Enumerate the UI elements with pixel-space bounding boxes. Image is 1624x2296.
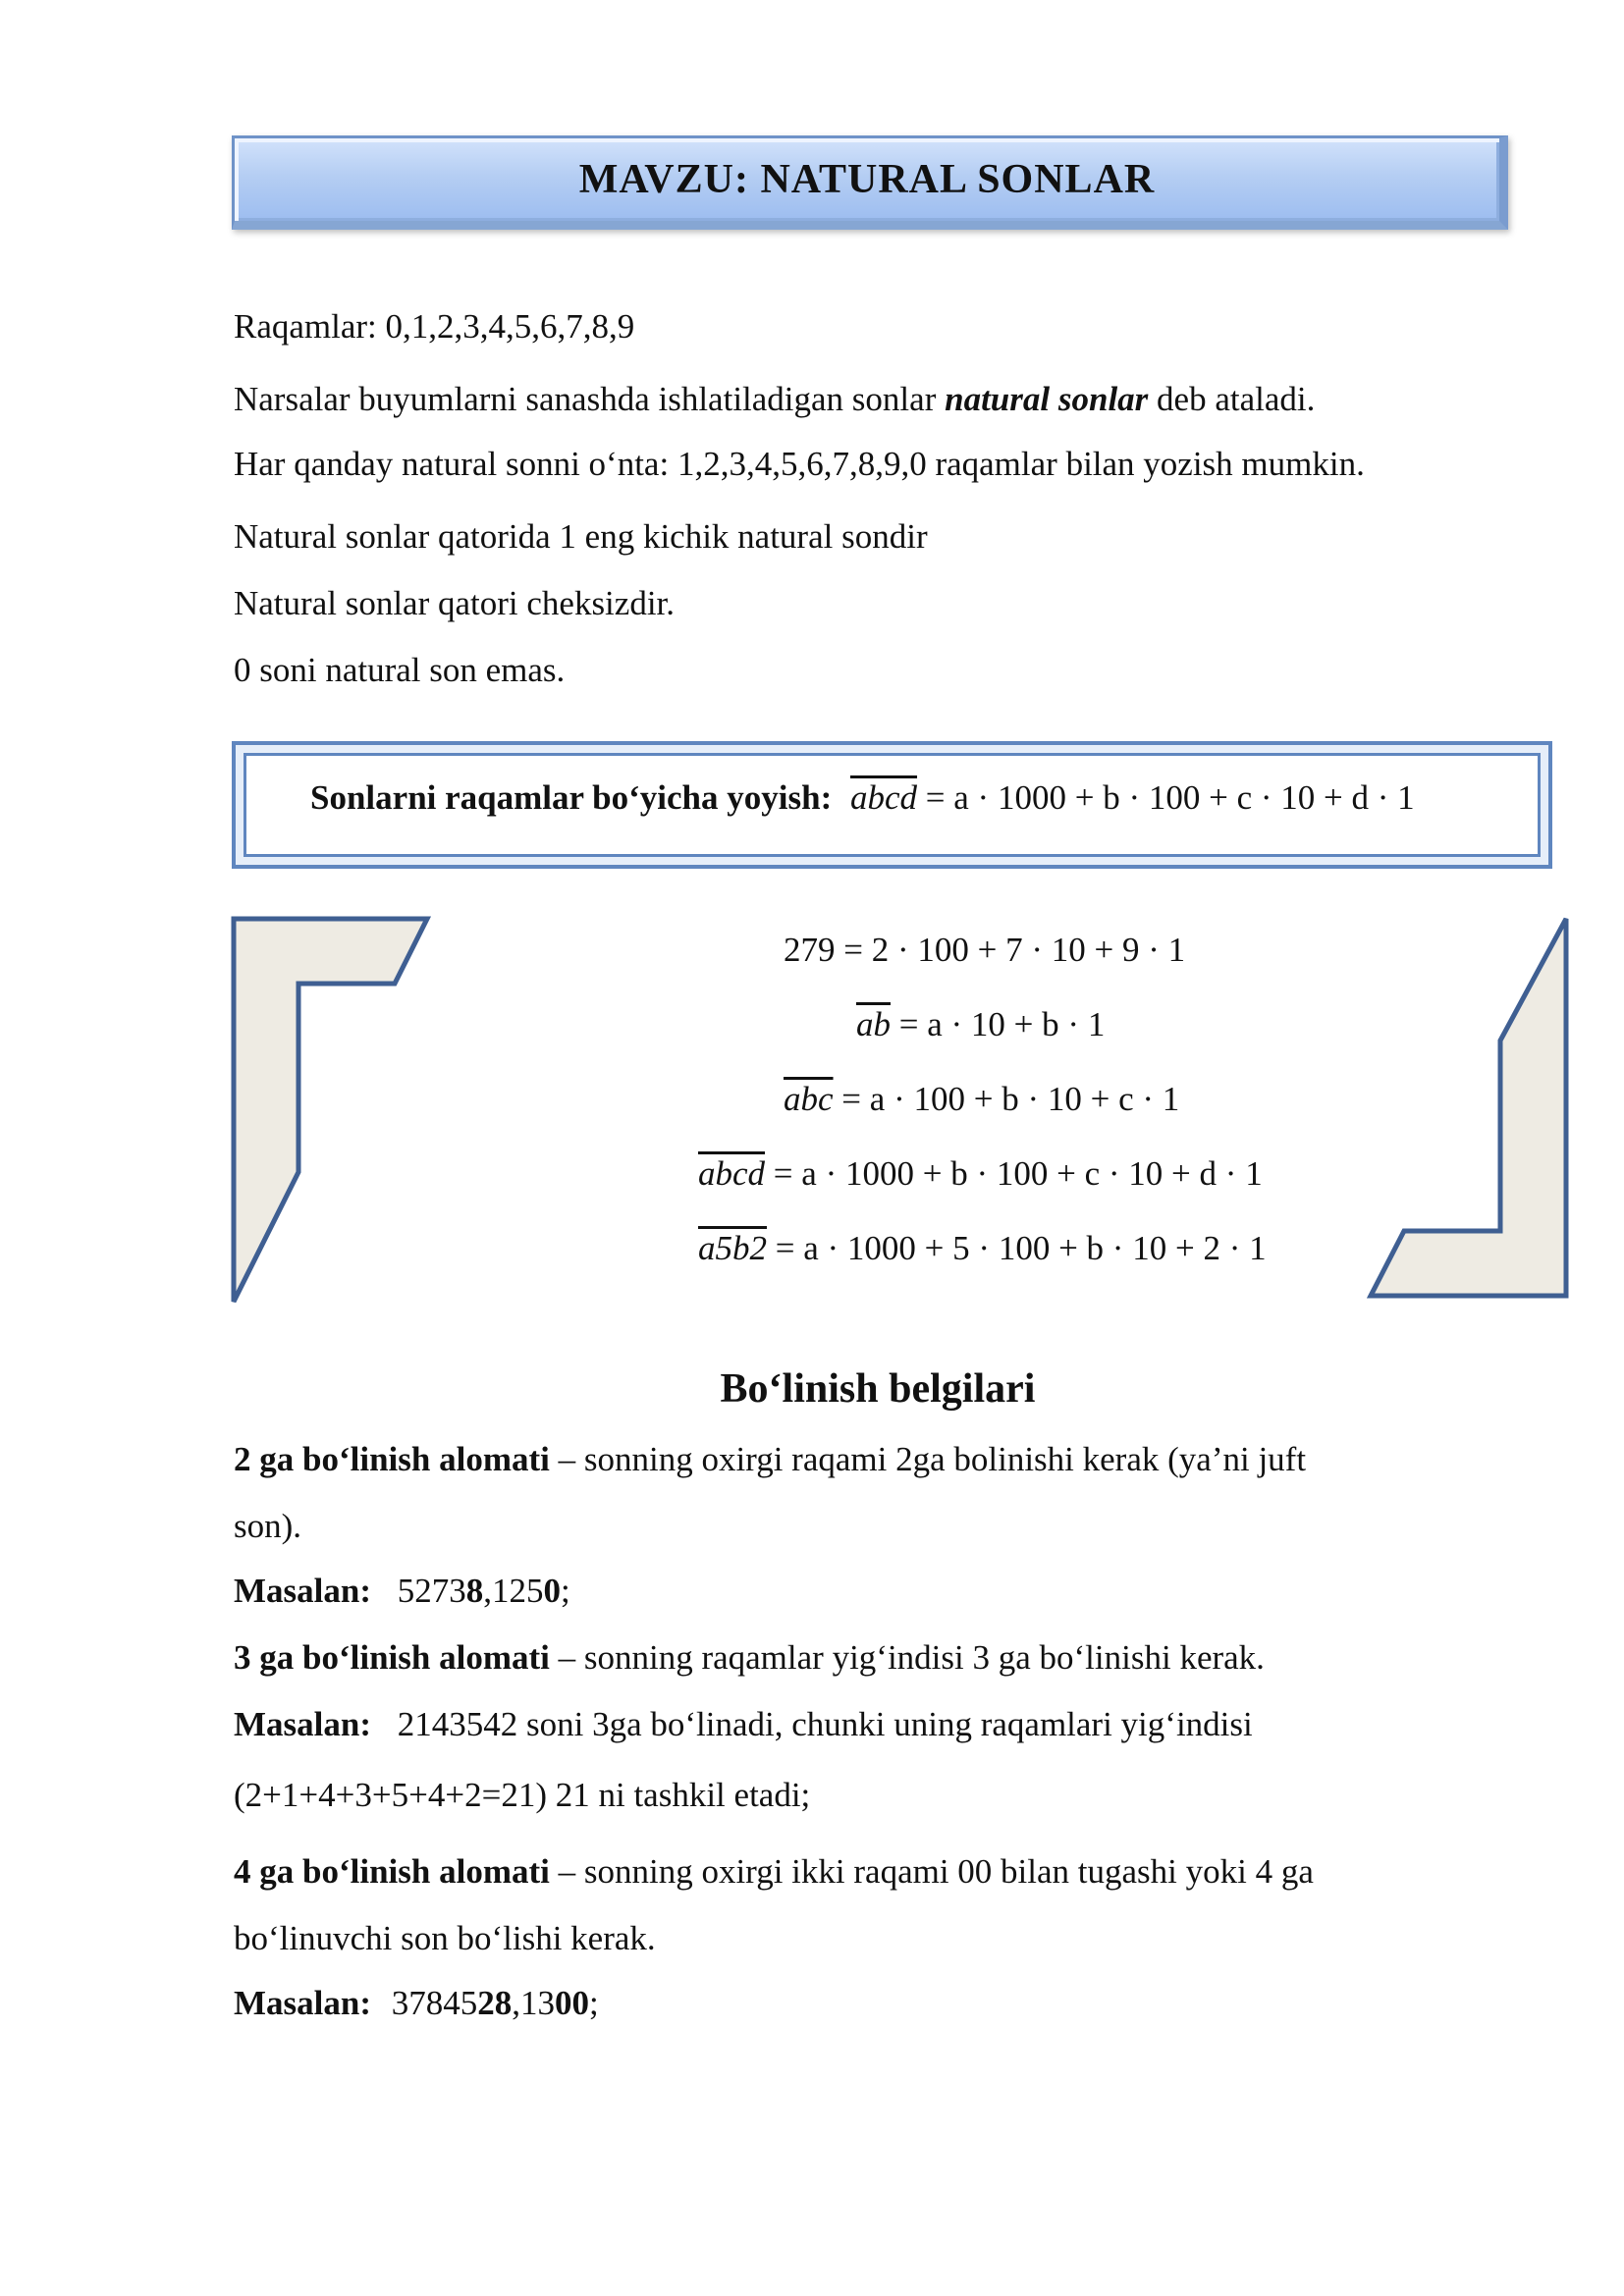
rule-3-line	[234, 1637, 1265, 1679]
definition-text: Narsalar buyumlarni sanashda ishlatiladigan sonlar	[234, 380, 946, 418]
example-1-num-b: ,125	[483, 1572, 544, 1610]
writing-text: Har qanday natural sonni o‘nta:	[234, 445, 677, 483]
example-3-label: Masalan:	[234, 1984, 371, 2022]
writing-line	[234, 444, 1365, 485]
equation-abcd-lhs: abcd	[698, 1154, 766, 1193]
example-3-num-a: 37845	[391, 1984, 478, 2022]
rule-2-text: – sonning oxirgi raqami 2ga bolinishi kerak (ya’ni juft	[549, 1440, 1307, 1478]
example-2-sum: (2+1+4+3+5+4+2=21)	[234, 1776, 547, 1814]
right-corner-bracket	[1365, 913, 1581, 1306]
example-3-num-b-bold: 00	[555, 1984, 589, 2022]
smallest-natural-line: Natural sonlar qatorida 1 eng kichik natural sondir	[234, 517, 928, 556]
digits-label: Raqamlar:	[234, 307, 377, 346]
equation-a5b2	[698, 1229, 1267, 1268]
rule-4-line-cont: bo‘linuvchi son bo‘lishi kerak.	[234, 1919, 656, 1957]
writing-text-end: raqamlar bilan yozish mumkin.	[926, 445, 1365, 483]
equation-a5b2-rhs: = a · 1000 + 5 · 100 + b · 10 + 2 · 1	[775, 1229, 1267, 1267]
example-1-end: ;	[561, 1572, 570, 1610]
equation-a5b2-lhs: a5b2	[698, 1229, 767, 1267]
expansion-label: Sonlarni raqamlar bo‘yicha yoyish:	[310, 778, 833, 817]
rule-2-line	[234, 1439, 1306, 1480]
infinite-line: Natural sonlar qatori cheksizdir.	[234, 584, 676, 622]
digits-line	[234, 306, 634, 347]
expansion-lhs: abcd	[849, 778, 918, 817]
example-equation-279: 279 = 2 · 100 + 7 · 10 + 9 · 1	[784, 931, 1186, 969]
example-2-line-cont	[234, 1775, 810, 1816]
example-2-line	[234, 1704, 1253, 1745]
rule-4-heading: 4 ga bo‘linish alomati	[234, 1852, 550, 1891]
definition-term: natural sonlar	[945, 380, 1149, 418]
equation-abcd	[698, 1154, 1263, 1194]
example-1-num-a-bold: 8	[465, 1572, 484, 1610]
example-1-num-b-bold: 0	[543, 1572, 561, 1610]
expansion-formula-line	[310, 777, 1415, 819]
digits-value: 0,1,2,3,4,5,6,7,8,9	[385, 307, 635, 346]
definition-text-end: deb ataladi.	[1148, 380, 1316, 418]
left-corner-bracket	[226, 913, 442, 1306]
page-title: MAVZU: NATURAL SONLAR	[578, 157, 1156, 202]
expansion-rhs: = a · 1000 + b · 100 + c · 10 + d · 1	[925, 778, 1415, 817]
example-2-text-end: 21 ni tashkil etadi;	[546, 1776, 811, 1814]
equation-abc	[784, 1080, 1179, 1119]
rule-3-text: – sonning raqamlar yig‘indisi 3 ga bo‘linishi kerak.	[549, 1638, 1265, 1677]
example-3-line	[234, 1983, 599, 2024]
example-3-end: ;	[589, 1984, 599, 2022]
rule-2-line-cont: son).	[234, 1507, 302, 1545]
equation-ab	[856, 1005, 1105, 1044]
equation-ab-rhs: = a · 10 + b · 1	[898, 1005, 1106, 1043]
rule-3-heading: 3 ga bo‘linish alomati	[234, 1638, 550, 1677]
equation-abcd-rhs: = a · 1000 + b · 100 + c · 10 + d · 1	[773, 1154, 1263, 1193]
equation-ab-lhs: $\overline{ab}$	[856, 1005, 891, 1043]
section-title: Bo‘linish belgilari	[720, 1366, 1036, 1412]
writing-digits: 1,2,3,4,5,6,7,8,9,0	[677, 445, 927, 483]
equation-abc-lhs: $\overline{abc}$	[784, 1080, 834, 1118]
rule-2-heading: 2 ga bo‘linish alomati	[234, 1440, 550, 1478]
example-2-number: 2143542	[397, 1705, 518, 1743]
example-3-num-b: ,13	[512, 1984, 555, 2022]
zero-line: 0 soni natural son emas.	[234, 651, 566, 689]
rule-4-text: – sonning oxirgi ikki raqami 00 bilan tugashi yoki 4 ga	[549, 1852, 1314, 1891]
example-2-label: Masalan:	[234, 1705, 371, 1743]
rule-4-line	[234, 1851, 1314, 1893]
example-3-num-a-bold: 28	[477, 1984, 513, 2022]
example-1-line	[234, 1571, 570, 1612]
example-2-text: soni 3ga bo‘linadi, chunki uning raqamlari yig‘indisi	[517, 1705, 1253, 1743]
title-box	[232, 135, 1508, 230]
example-1-label: Masalan:	[234, 1572, 371, 1610]
example-1-num-a: 5273	[397, 1572, 466, 1610]
equation-abc-rhs: = a · 100 + b · 10 + c · 1	[841, 1080, 1180, 1118]
definition-line	[234, 379, 1315, 420]
